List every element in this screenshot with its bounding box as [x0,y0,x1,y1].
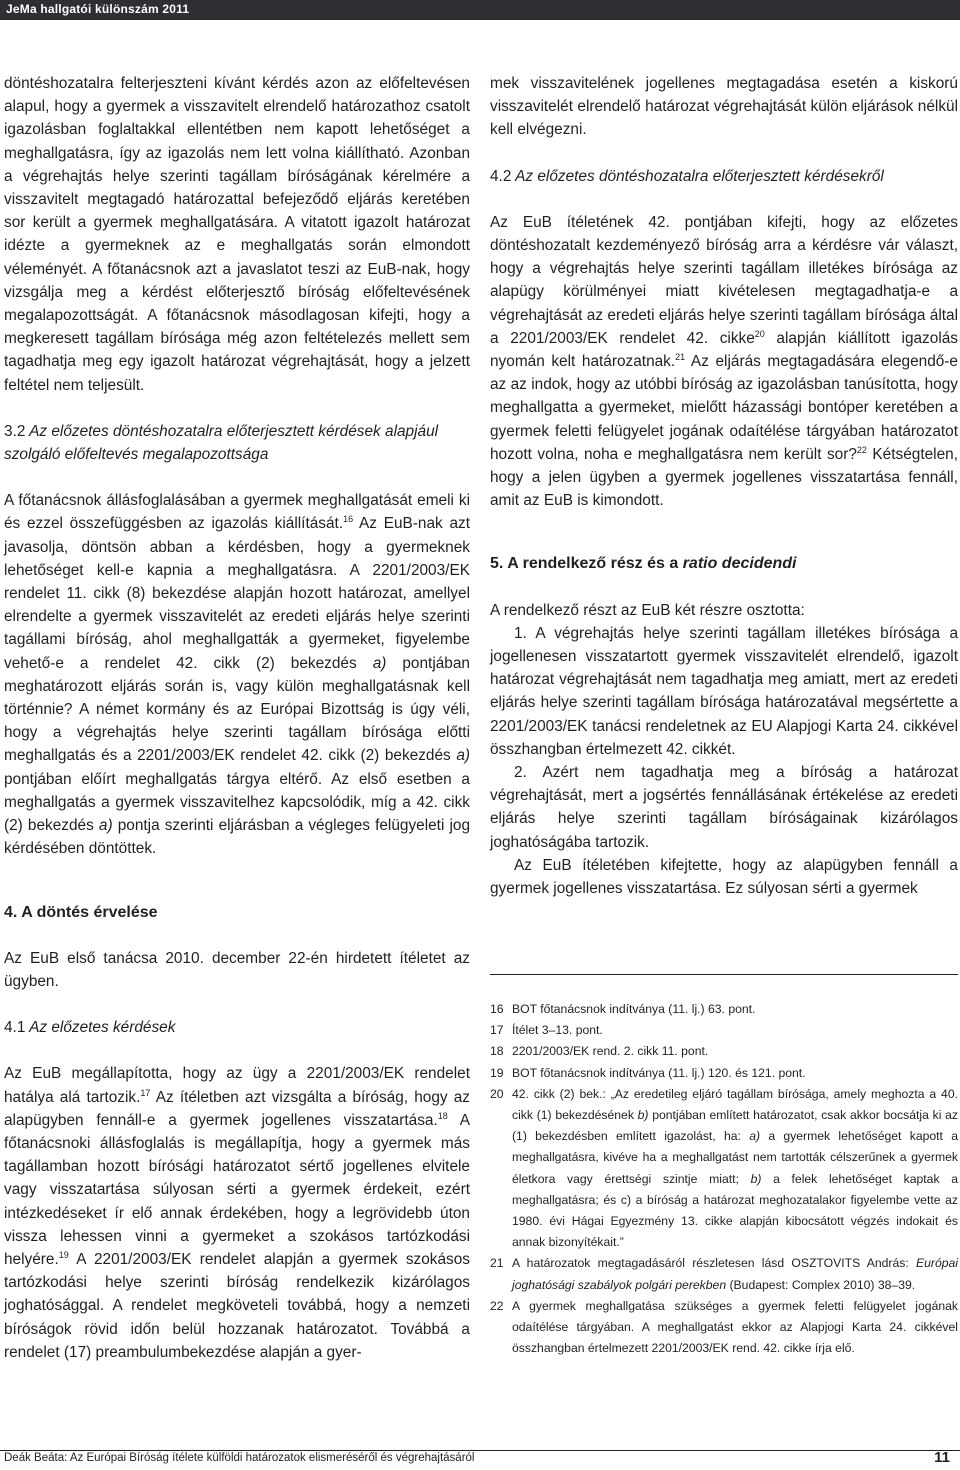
text-run: pontjában előírt meghallgatás tárgya eltérő. Az első esetben a meghallgatás a gyermek visszavitelhez kapcsolódik, míg a 42. cikk (2) bekezdés [4,770,470,835]
section-title: Az előzetes döntéshozatalra előterjesztett kérdések alapjául szolgáló előfeltevés megalapozottsága [4,422,439,464]
footnote-16 [490,999,958,1020]
text-run: Az EuB megállapította, hogy az ügy a 2201/2003/EK rendelet hatálya alá tartozik. [4,1065,470,1106]
right-column [490,72,958,900]
footnote-text: 2201/2003/EK rend. 2. cikk 11. pont. [512,1044,709,1059]
text-run: b) [637,1108,649,1123]
section-heading-4-1 [4,1016,470,1039]
paragraph: 1. A végrehajtás helye szerinti tagállam illetékes bírósága a jogellenesen visszatartott gyermek visszavitelét elrendelő, igazolt határozat végrehajtását nem tagadhatja meg amiatt, mert az eredeti eljárás helye szerinti tagállam bírósága határozatával megsértette a 2201/2003/EK tanácsi rendeletnek az EU Alapjogi Karta 24. cikkével összhangban értelmezett 42. cikkét. [490,624,958,758]
footnote-22 [490,1296,958,1360]
footnote-20 [490,1084,958,1254]
footnote-separator [490,974,958,975]
footnote-18 [490,1041,958,1062]
section-number: 3.2 [4,422,26,440]
footnote-ref[interactable]: 18 [437,1110,448,1121]
text-run: Az EuB-nak azt javasolja, döntsön abban a kérdésben, hogy a gyermeknek lehetőséget kell-e kapnia a meghallgatásra. A 2201/2003/EK rendelet 11. cikk (8) bekezdése alapján hozott határozat, amellyel elrendelte a gyermek visszavitelét az eredeti eljárás helye szerinti tagállami bíróság, ahol meghallgatták a gyermeket, figyelembe vehető-e a rendelet 42. cikk (2) bekezdés [4,515,471,672]
footnote-text: Ítélet 3–13. pont. [512,1023,603,1038]
text-run: alapján kiállított igazolás nyomán kelt határozatnak. [490,329,958,371]
footnote-21 [490,1253,958,1295]
footnote-number: 18 [490,1044,504,1059]
section-title: 5. A rendelkező rész és a [490,555,683,573]
text-run: A határozatok megtagadásáról részletesen lásd OSZTOVITS András: [512,1256,916,1271]
text-run: (Budapest: Complex 2010) 38–39. [726,1277,916,1292]
footnote-ref[interactable]: 17 [140,1087,151,1098]
paragraph [490,211,958,513]
footnote-ref[interactable]: 19 [58,1249,69,1260]
footnote-19 [490,1063,958,1084]
text-run: pontja szerinti eljárásban a végleges felügyeleti jog kérdésében döntöttek. [4,817,471,858]
text-run: A főtanácsnok állásfoglalásában a gyermek meghallgatását emeli ki és ezzel összefüggésben az igazolás kiállítását. [4,492,470,533]
footer-rule [0,1450,960,1451]
journal-header-band [0,0,960,20]
text-run: Az eljárás megtagadására elegendő-e az az indok, hogy az utóbbi bíróság az igazolásban tanúsította, hogy meghallgatta a gyermeket, mielőtt házassági bontóper keretében a gyermek feletti felügyelet jogának odaítélése tárgyában határozatot hozott volna, noha e meghallgatásra nem került sor? [490,353,958,463]
section-heading-3-2 [4,420,470,466]
text-run: A főtanácsnoki állásfoglalás is megállapítja, hogy a gyermek más tagállamban hozott bírósági határozatot sértő jogellenes elvitele vagy visszatartása súlyosan sérti a gyermek érdekeit, ezért intézkedéseket ír elő annak érdekében, hogy a legrövidebb úton vissza lehessen vinni a gyermeket a szokásos tartózkodási helyére. [4,1111,470,1268]
footnote-ref[interactable]: 16 [343,514,354,525]
footnote-text [512,1084,958,1254]
footnote-text: BOT főtanácsnok indítványa (11. lj.) 63. pont. [512,1002,756,1016]
section-number: 4.1 [4,1019,26,1037]
paragraph: 2. Azért nem tagadhatja meg a bíróság a határozat végrehajtását, mert a jogsértés fennállásának értékelése az eredeti eljárás helye szerinti tagállam bíróságainak kizárólagos joghatóságába tartozik. [490,764,958,851]
text-run: Európai joghatósági szabályok polgári perekben [512,1256,958,1292]
footnote-text: BOT főtanácsnok indítványa (11. lj.) 120. és 121. pont. [512,1065,806,1080]
page-number: 11 [934,1449,950,1466]
section-number: 4.2 [490,167,512,185]
footnote-number: 17 [490,1023,504,1038]
section-heading-4-2 [490,165,958,188]
text-run: a) [372,654,387,672]
section-title: Az előzetes döntéshozatalra előterjesztett kérdésekről [515,167,884,185]
footnote-ref[interactable]: 21 [675,352,686,363]
section-title: Az előzetes kérdések [29,1019,176,1037]
text-run: 42. cikk (2) bek.: „Az eredetileg eljáró tagállam bírósága, amely meghozta a 40. cikk (1) bekezdésének [512,1086,958,1123]
paragraph [4,1062,470,1364]
paragraph: Az EuB első tanácsa 2010. december 22-én hirdetett ítéletet az ügyben. [4,949,470,990]
section-heading-5 [490,552,958,575]
paragraph: döntéshozatalra felterjeszteni kívánt kérdés azon az előfeltevésen alapul, hogy a gyermek a visszavitelt elrendelő határozathoz csatolt igazolásban foglaltakkal ellentétben nem kapott lehetőséget a meghallgatásra, így az igazolás nem lett volna kiállítható. Azonban a végrehajtás helye szerinti tagállam bíróságának kérelmére a visszavitelt megtagadó határozattal befejeződő eljárás keretében sor került a gyermek meghallgatására. A vitatott igazolt határozat idézte a gyermeknek az e meghallgatás során elmondott véleményét. A főtanácsnok azt a javaslatot teszi az EuB-nak, hogy vizsgálja meg a kérdést előterjesztő bíróság előfeltevésének megalapozottságát. A főtanácsnok másodlagosan kifejti, hogy a megkeresett tagállam bírósága még azon feltételezés mellett sem tagadhatja meg egy igazolt határozat végrehajtását, hogy a jelzett feltétel nem teljesült. [4,75,470,394]
footnotes [490,999,958,1359]
text-run: Kétségtelen, hogy a jelen ügyben a gyermek jogellenes visszatartása fennáll, amit az EuB is kimondott. [490,445,958,510]
text-run: a) [749,1129,761,1144]
text-run: pontjában meghatározott eljárás során is, vagy külön meghallgatásnak kell történnie? A német kormány és az Európai Bizottság is úgy véli, hogy a végrehajtás helye szerinti tagállam bírósága előtti meghallgatás és a 2201/2003/EK rendelet 42. cikk (2) bekezdés [4,654,470,765]
footnote-number: 21 [490,1256,504,1271]
footnote-ref[interactable]: 20 [754,328,765,339]
section-heading-4: 4. A döntés érvelése [4,903,158,921]
paragraph: Az EuB ítéletében kifejtette, hogy az alapügyben fennáll a gyermek jogellenes visszatartása. Ez súlyosan sérti a gyermek [490,856,958,898]
footnote-number: 19 [490,1065,504,1080]
footnote-17 [490,1020,958,1041]
footnote-number: 20 [490,1086,504,1101]
text-run: a) [98,817,113,835]
footer-citation: Deák Beáta: Az Európai Bíróság ítélete külföldi határozatok elismeréséről és végrehajtásáról [4,1452,475,1464]
section-title-italic: ratio decidendi [682,555,797,573]
footnote-text [512,1253,958,1295]
journal-title: JeMa hallgatói különszám 2011 [6,2,190,16]
text-run: Az ítéletben azt vizsgálta a bíróság, hogy az alapügyben fennáll-e a gyermek jogellenes visszatartása. [4,1088,471,1129]
paragraph: A rendelkező részt az EuB két részre osztotta: [490,601,805,619]
text-run: a felek lehetőséget kaptak a meghallgatásra; és c) a bíróság a határozat meghozatalakor figyelembe vette az 1980. évi Hágai Egyezmény 13. cikke alapján kibocsátott végzés indokait és annak bizonyítékait.” [512,1171,958,1250]
text-run: pontjában említett határozatot, csak akkor bocsátja ki az (1) bekezdésben említett igazolást, ha: [512,1108,958,1144]
text-run: a gyermek lehetőséget kapott a meghallgatásra, kivéve ha a meghallgatást nem tartották célszerűnek a gyermek életkora vagy érettségi szintje miatt; [512,1129,958,1186]
footnote-number: 16 [490,1002,504,1016]
text-run: A 2201/2003/EK rendelet alapján a gyermek szokásos tartózkodási helye szerinti bíróság rendelkezik kizárólagos joghatósággal. A rendelet megköveteli továbbá, hogy a nemzeti bíróságok rövid időn belül hozzanak határozatot. Továbbá a rendelet (17) preambulumbekezdése alapján a gyer- [4,1250,470,1361]
text-run: a) [456,747,470,765]
footnote-text: A gyermek meghallgatása szükséges a gyermek feletti felügyelet jogának odaítélése tárgyában. A meghallgatást ekkor az Alapjogi Karta 24. cikkével összhangban értelmezett 2201/2003/EK rend. 42. cikke írja elő. [512,1298,958,1356]
left-column [4,72,470,1364]
footnote-ref[interactable]: 22 [856,444,867,455]
paragraph [4,489,470,860]
footnote-number: 22 [490,1298,504,1313]
text-run: Az EuB ítéletének 42. pontjában kifejti, hogy az előzetes döntéshozatalt kezdeményező bíróság arra a kérdésre vár választ, hogy a végrehajtás helye szerinti tagállam illetékes bírósága az alapügy körülményei miatt kivételesen megtagadhatja-e a végrehajtását az eredeti eljárás helye szerinti tagállam bírósága által a 2201/2003/EK rendelet 42. cikke [490,213,958,347]
text-run: b) [750,1171,762,1186]
paragraph: mek visszavitelének jogellenes megtagadása esetén a kiskorú visszavitelét elrendelő határozat végrehajtását külön eljárások nélkül kell elvégezni. [490,75,958,139]
